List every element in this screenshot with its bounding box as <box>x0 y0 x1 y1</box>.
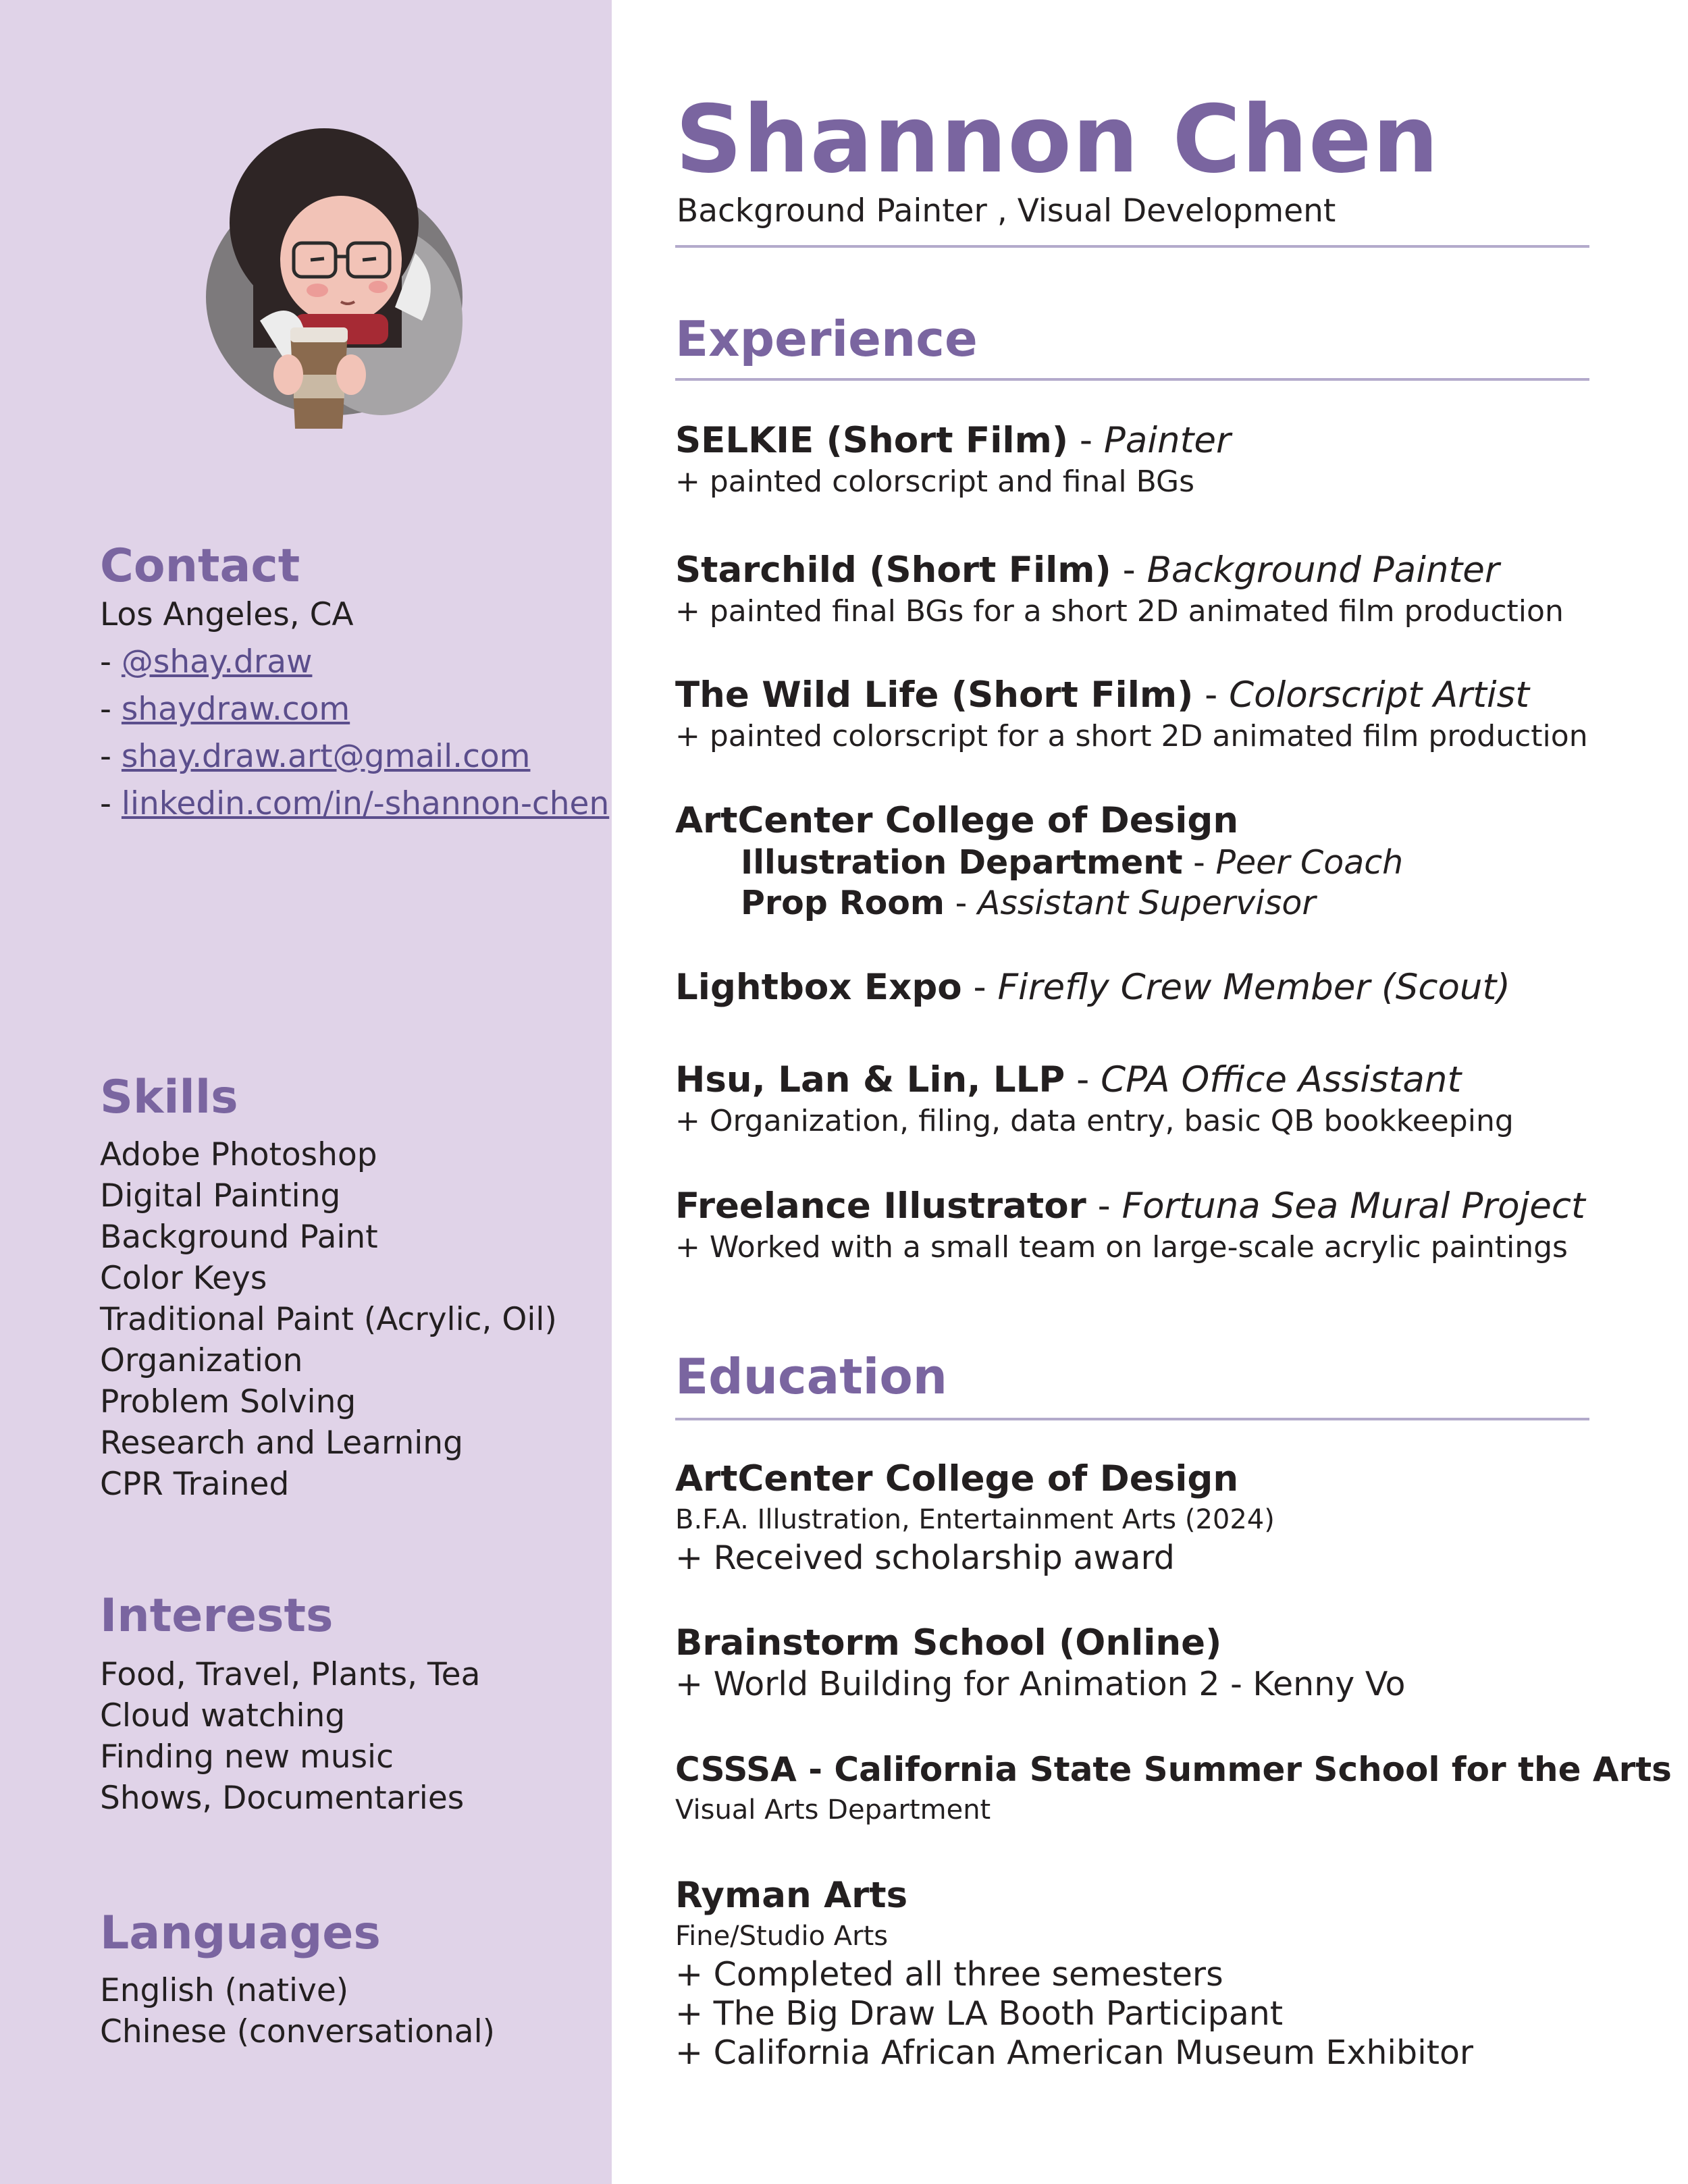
entry-subrole: Prop Room - Assistant Supervisor <box>741 884 1316 922</box>
interest-item: Cloud watching <box>100 1697 346 1734</box>
contact-heading: Contact <box>100 539 300 593</box>
skill-item: CPR Trained <box>100 1466 290 1503</box>
contact-item-linkedin: - linkedin.com/in/-shannon-chen <box>100 785 610 822</box>
entry-detail: + Received scholarship award <box>675 1539 1175 1577</box>
entry-org: Brainstorm School (Online) <box>675 1622 1222 1663</box>
entry-detail: + Worked with a small team on large-scale acrylic paintings <box>675 1230 1568 1264</box>
education-entry <box>675 1622 1620 1704</box>
entry-detail: + painted colorscript and final BGs <box>675 464 1195 499</box>
skill-item: Research and Learning <box>100 1424 463 1462</box>
header-divider <box>675 245 1589 248</box>
entry-detail: + painted final BGs for a short 2D animated film production <box>675 594 1564 629</box>
education-divider <box>675 1418 1589 1420</box>
candidate-title: Background Painter , Visual Development <box>677 192 1336 230</box>
experience-entry: Freelance Illustrator - Fortuna Sea Mural Project + Worked with a small team on large-scale acrylic paintings <box>675 1185 1620 1267</box>
entry-degree: Visual Arts Department <box>675 1794 991 1826</box>
entry-org: SELKIE (Short Film) <box>675 420 1069 461</box>
experience-entry: The Wild Life (Short Film) - Colorscript Artist + painted colorscript for a short 2D animated film production <box>675 674 1620 756</box>
entry-role: Background Painter <box>1146 550 1500 591</box>
languages-heading: Languages <box>100 1907 381 1960</box>
entry-role: CPA Office Assistant <box>1101 1059 1462 1100</box>
entry-org: Lightbox Expo <box>675 967 962 1008</box>
interest-item: Shows, Documentaries <box>100 1780 465 1817</box>
entry-org: CSSSA - California State Summer School for the Arts <box>675 1750 1672 1789</box>
skill-item: Digital Painting <box>100 1177 341 1215</box>
contact-item-website: - shaydraw.com <box>100 691 350 728</box>
interest-item: Finding new music <box>100 1738 394 1776</box>
entry-org: Starchild (Short Film) <box>675 550 1111 591</box>
skill-item: Problem Solving <box>100 1383 357 1420</box>
entry-org: Freelance Illustrator <box>675 1186 1086 1227</box>
skill-item: Traditional Paint (Acrylic, Oil) <box>100 1301 557 1338</box>
skill-item: Organization <box>100 1342 303 1379</box>
entry-detail: + World Building for Animation 2 - Kenny Vo <box>675 1665 1406 1703</box>
experience-entry: Lightbox Expo - Firefly Crew Member (Scout) <box>675 967 1510 1008</box>
entry-role: Colorscript Artist <box>1229 674 1529 716</box>
contact-item-instagram: - @shay.draw <box>100 643 313 681</box>
website-link[interactable]: shaydraw.com <box>121 691 350 728</box>
entry-org: Hsu, Lan & Lin, LLP <box>675 1059 1065 1100</box>
entry-subrole: Illustration Department - Peer Coach <box>741 843 1404 882</box>
interests-heading: Interests <box>100 1589 334 1643</box>
education-entry <box>675 1874 1620 2073</box>
interest-item: Food, Travel, Plants, Tea <box>100 1656 481 1693</box>
entry-org: ArtCenter College of Design <box>675 800 1239 841</box>
skills-heading: Skills <box>100 1071 238 1124</box>
education-entry <box>675 1458 1620 1578</box>
entry-detail: + The Big Draw LA Booth Participant <box>675 1994 1284 2033</box>
entry-role: Fortuna Sea Mural Project <box>1122 1186 1585 1227</box>
contact-location: Los Angeles, CA <box>100 596 354 633</box>
entry-org: Ryman Arts <box>675 1875 908 1916</box>
experience-heading: Experience <box>675 311 978 367</box>
language-item: English (native) <box>100 1972 349 2009</box>
language-item: Chinese (conversational) <box>100 2013 495 2050</box>
skill-item: Adobe Photoshop <box>100 1136 377 1173</box>
skill-item: Background Paint <box>100 1219 378 1256</box>
experience-divider <box>675 378 1589 381</box>
entry-org: The Wild Life (Short Film) <box>675 674 1194 716</box>
entry-detail: + Organization, filing, data entry, basic QB bookkeeping <box>675 1104 1514 1138</box>
contact-item-email: - shay.draw.art@gmail.com <box>100 738 531 775</box>
entry-org: ArtCenter College of Design <box>675 1458 1239 1499</box>
entry-detail: + California African American Museum Exhibitor <box>675 2033 1474 2072</box>
instagram-link[interactable]: @shay.draw <box>121 643 313 681</box>
education-entry <box>675 1748 1672 1829</box>
experience-entry: Starchild (Short Film) - Background Painter + painted final BGs for a short 2D animated film production <box>675 549 1620 631</box>
education-heading: Education <box>675 1348 948 1405</box>
experience-entry <box>675 799 1620 924</box>
entry-role: Painter <box>1103 420 1231 461</box>
entry-detail: + Completed all three semesters <box>675 1955 1223 1994</box>
entry-detail: + painted colorscript for a short 2D animated film production <box>675 719 1588 753</box>
entry-role: Firefly Crew Member (Scout) <box>997 967 1510 1008</box>
email-link[interactable]: shay.draw.art@gmail.com <box>121 738 531 775</box>
skill-item: Color Keys <box>100 1260 267 1297</box>
linkedin-link[interactable]: linkedin.com/in/-shannon-chen <box>121 785 610 822</box>
candidate-name: Shannon Chen <box>675 85 1440 194</box>
experience-entry: SELKIE (Short Film) - Painter + painted colorscript and final BGs <box>675 419 1620 502</box>
experience-entry: Hsu, Lan & Lin, LLP - CPA Office Assistant + Organization, filing, data entry, basic QB bookkeeping <box>675 1059 1620 1141</box>
entry-degree: B.F.A. Illustration, Entertainment Arts (2024) <box>675 1504 1275 1535</box>
entry-degree: Fine/Studio Arts <box>675 1921 889 1952</box>
